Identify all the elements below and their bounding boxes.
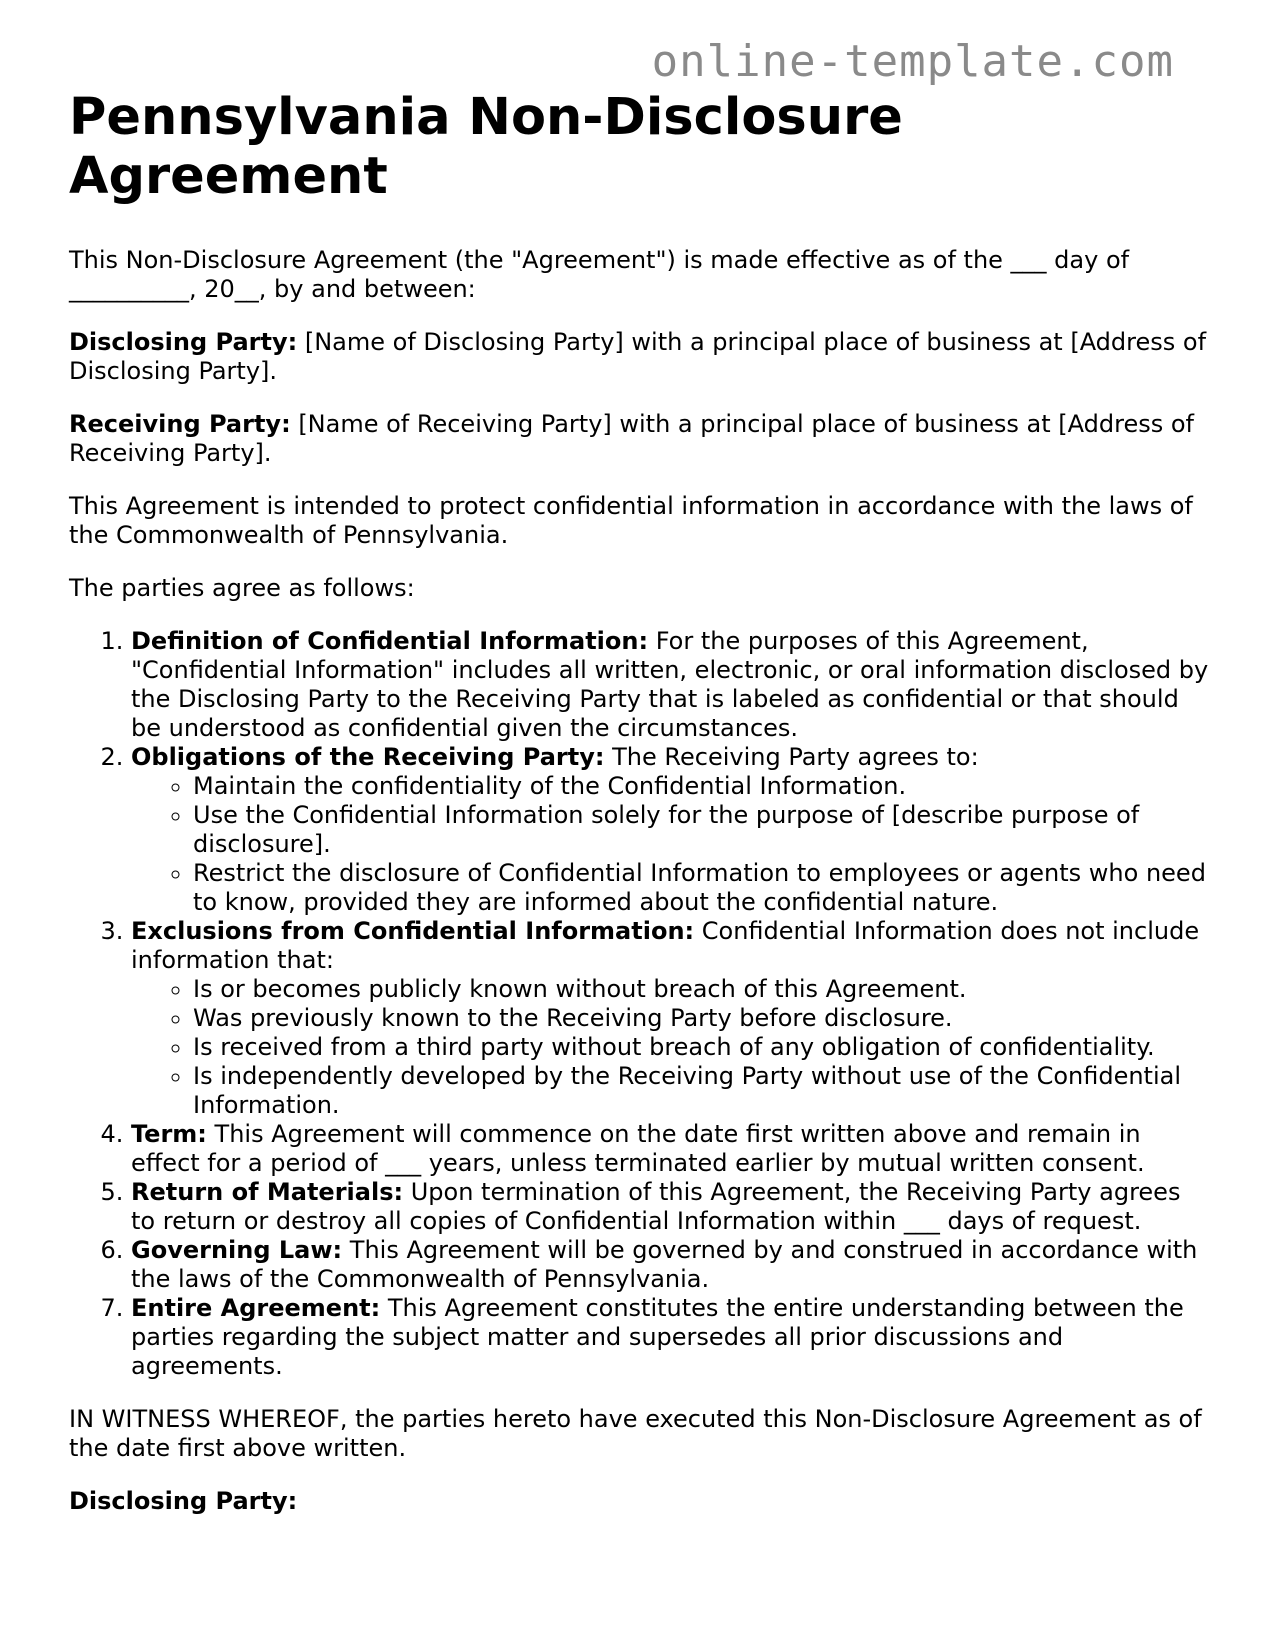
receiving-party-paragraph — [69, 410, 1209, 468]
list-item: ◦ Use the Confidential Information solely for the purpose of [describe purpose of disclosure]. — [193, 801, 1209, 859]
document-body — [69, 88, 1209, 1516]
disclosing-party-text: [Name of Disclosing Party] with a principal place of business at [Address of Disclosing Party]. — [69, 328, 1207, 385]
list-item: ◦ Is received from a third party without breach of any obligation of confidentiality. — [193, 1033, 1209, 1062]
clause-text: Confidential Information does not include information that: — [131, 917, 1200, 974]
clause-label: Return of Materials: — [131, 1178, 404, 1206]
watermark: online-template.com — [651, 36, 1174, 87]
clause-label: Entire Agreement: — [131, 1294, 381, 1322]
clause-label: Governing Law: — [131, 1236, 343, 1264]
clause-item — [131, 743, 1209, 917]
clause-item — [131, 1178, 1209, 1236]
disclosing-party-paragraph — [69, 328, 1209, 386]
intro-paragraph: This Non-Disclosure Agreement (the "Agreement") is made effective as of the ___ day of __________, 20__, by and between: — [69, 246, 1130, 303]
signature-label: Disclosing Party: — [69, 1487, 298, 1515]
list-item: ◦ Was previously known to the Receiving Party before disclosure. — [193, 1004, 1209, 1033]
clause-item — [131, 1294, 1209, 1381]
list-item: ◦ Restrict the disclosure of Confidential Information to employees or agents who need to know, provided they are informed about the confidential nature. — [193, 859, 1209, 917]
disclosing-party-label: Disclosing Party: — [69, 328, 298, 356]
obligations-list — [131, 772, 1209, 917]
clause-label: Term: — [131, 1120, 207, 1148]
witness-paragraph: IN WITNESS WHEREOF, the parties hereto have executed this Non-Disclosure Agreement as of the date first above written. — [69, 1405, 1202, 1462]
agree-paragraph: The parties agree as follows: — [69, 574, 415, 602]
purpose-paragraph: This Agreement is intended to protect confidential information in accordance with the laws of the Commonwealth of Pennsylvania. — [69, 492, 1193, 549]
clause-text: This Agreement will be governed by and construed in accordance with the laws of the Commonwealth of Pennsylvania. — [131, 1236, 1198, 1293]
exclusions-list — [131, 975, 1209, 1120]
clause-item — [131, 1236, 1209, 1294]
list-item: ◦ Is or becomes publicly known without breach of this Agreement. — [193, 975, 1209, 1004]
list-item: ◦ Is independently developed by the Receiving Party without use of the Confidential Information. — [193, 1062, 1209, 1120]
clause-text: The Receiving Party agrees to: — [612, 743, 979, 771]
clause-text: For the purposes of this Agreement, "Confidential Information" includes all written, electronic, or oral information disclosed by the Disclosing Party to the Receiving Party that is labeled as confidential or that should be understood as confidential given the circumstances. — [131, 627, 1209, 742]
clause-item — [131, 627, 1209, 743]
clause-list — [69, 627, 1209, 1381]
clause-text: This Agreement constitutes the entire understanding between the parties regarding the subject matter and supersedes all prior discussions and agreements. — [131, 1294, 1184, 1380]
clause-item — [131, 1120, 1209, 1178]
receiving-party-text: [Name of Receiving Party] with a principal place of business at [Address of Receiving Party]. — [69, 410, 1194, 467]
list-item: ◦ Maintain the confidentiality of the Confidential Information. — [193, 772, 1209, 801]
document-title: Pennsylvania Non-Disclosure Agreement — [69, 88, 903, 206]
receiving-party-label: Receiving Party: — [69, 410, 291, 438]
clause-label: Definition of Confidential Information: — [131, 627, 649, 655]
clause-item — [131, 917, 1209, 1120]
clause-text: Upon termination of this Agreement, the Receiving Party agrees to return or destroy all copies of Confidential Information within ___ days of request. — [131, 1178, 1181, 1235]
clause-label: Exclusions from Confidential Information: — [131, 917, 695, 945]
clause-label: Obligations of the Receiving Party: — [131, 743, 605, 771]
signature-section-label — [69, 1487, 1209, 1516]
clause-text: This Agreement will commence on the date first written above and remain in effect for a period of ___ years, unless terminated earlier by mutual written consent. — [131, 1120, 1145, 1177]
